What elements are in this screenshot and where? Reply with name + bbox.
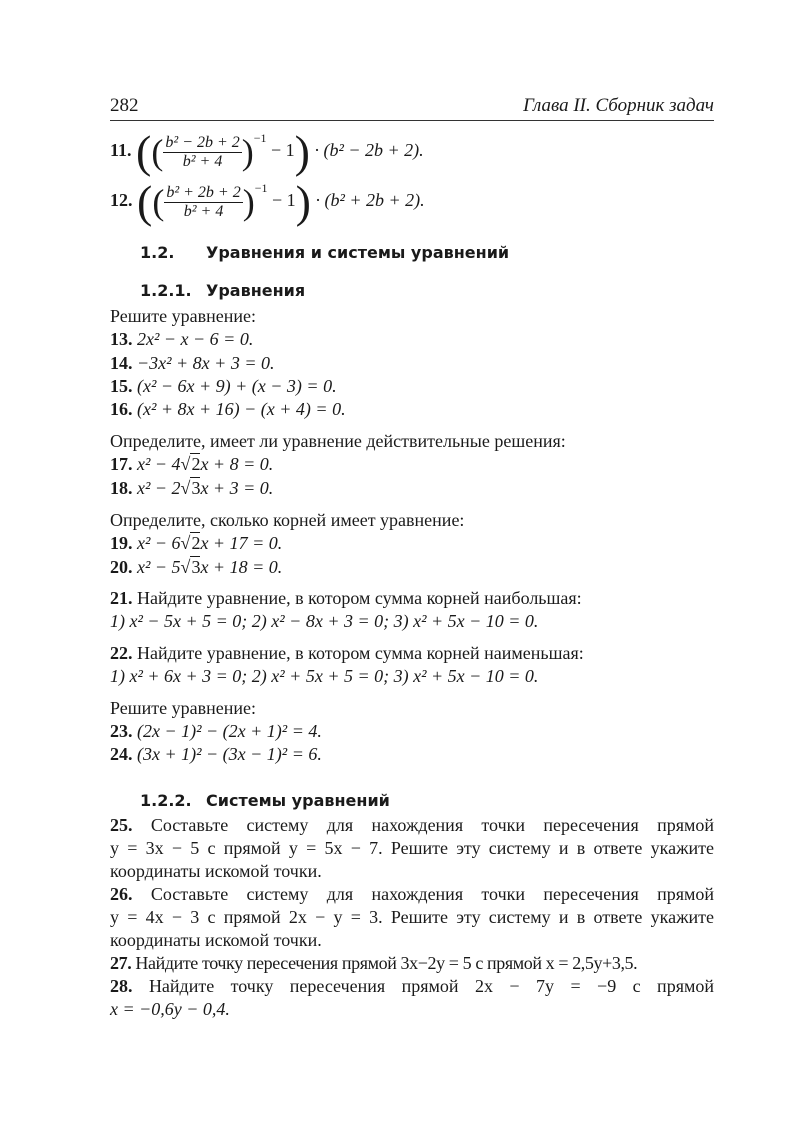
problem-26-line2: y = 4x − 3 с прямой 2x − y = 3. Решите эту систему и в ответе укажите xyxy=(110,907,714,927)
problem-number: 26. xyxy=(110,884,133,904)
problem-number: 20. xyxy=(110,557,133,577)
problem-25-line3: координаты искомой точки. xyxy=(110,861,322,881)
problem-number: 13. xyxy=(110,329,133,349)
fraction xyxy=(164,184,242,221)
instruction: Решите уравнение: xyxy=(110,698,256,718)
subsection-title: Системы уравнений xyxy=(206,791,390,810)
radicand: 3 xyxy=(191,478,201,498)
problem-text: Составьте систему для нахождения точки пересечения прямой xyxy=(150,815,715,835)
problem-19: 19. x² − 6√2x + 17 = 0. xyxy=(110,533,283,553)
problem-16 xyxy=(110,398,346,420)
radicand: 3 xyxy=(191,557,201,577)
section-title: Уравнения и системы уравнений xyxy=(206,243,510,262)
equation: x + 18 = 0. xyxy=(200,557,283,577)
equation: x + 8 = 0. xyxy=(200,454,274,474)
expr-part: · (b² + 2b + 2). xyxy=(315,190,425,211)
expr-part: · (b² − 2b + 2). xyxy=(314,140,424,161)
equation: (2x − 1)² − (2x + 1)² = 4. xyxy=(137,721,322,741)
problem-13 xyxy=(110,328,253,350)
problem-number: 28. xyxy=(110,976,133,996)
problem-number: 19. xyxy=(110,533,133,553)
problem-12: 12. (( $\frac{\text{b² + 2b + 2}}{\text{b² + 4}}$ )$^{-1}$ − 1) · (b² + 2b + 2). xyxy=(110,176,425,227)
expr-part: − 1 xyxy=(272,190,296,211)
equation: −3x² + 8x + 3 = 0. xyxy=(137,353,275,373)
problem-text: Найдите уравнение, в котором сумма корней наименьшая: xyxy=(137,643,584,663)
equation: (x² + 8x + 16) − (x + 4) = 0. xyxy=(137,399,346,419)
radicand: 2 xyxy=(191,533,201,553)
problem-18: 18. x² − 2√3x + 3 = 0. xyxy=(110,478,274,498)
page-header xyxy=(110,95,714,119)
problem-14 xyxy=(110,352,274,374)
equation: x² − 2 xyxy=(137,478,181,498)
denominator: b² + 4 xyxy=(182,152,223,170)
equation: (3x + 1)² − (3x − 1)² = 6. xyxy=(137,744,322,764)
problem-number: 15. xyxy=(110,376,133,396)
problem-28 xyxy=(110,975,714,997)
problem-text: Составьте систему для нахождения точки пересечения прямой xyxy=(150,884,715,904)
problem-text: Найдите точку пересечения прямой 3x−2y = 5 с прямой x = 2,5y+3,5. xyxy=(135,953,638,973)
problem-text: Найдите уравнение, в котором сумма корней наибольшая: xyxy=(137,588,582,608)
subsection-number: 1.2.2. xyxy=(140,791,192,810)
problem-26-line3: координаты искомой точки. xyxy=(110,930,322,950)
problem-21-options: 1) x² − 5x + 5 = 0; 2) x² − 8x + 3 = 0; 3) x² + 5x − 10 = 0. xyxy=(110,611,539,631)
problem-number: 25. xyxy=(110,815,133,835)
problem-22 xyxy=(110,642,584,664)
problem-number: 24. xyxy=(110,744,133,764)
problem-number: 18. xyxy=(110,478,133,498)
problem-28-line2: x = −0,6y − 0,4. xyxy=(110,999,230,1019)
denominator: b² + 4 xyxy=(183,202,224,220)
exponent: −1 xyxy=(253,131,267,146)
equation: x² − 4 xyxy=(137,454,181,474)
problem-26 xyxy=(110,883,714,905)
subsection-heading xyxy=(140,790,390,812)
equation: x² − 5 xyxy=(137,557,181,577)
problem-22-options: 1) x² + 6x + 3 = 0; 2) x² + 5x + 5 = 0; 3) x² + 5x − 10 = 0. xyxy=(110,666,539,686)
equation: x² − 6 xyxy=(137,533,181,553)
subsection-number: 1.2.1. xyxy=(140,281,192,300)
problem-27 xyxy=(110,952,637,974)
problem-number: 16. xyxy=(110,399,133,419)
numerator: b² − 2b + 2 xyxy=(165,133,240,151)
exponent: −1 xyxy=(254,181,268,196)
expr-part: − 1 xyxy=(271,140,295,161)
problem-number: 27. xyxy=(110,953,132,973)
instruction: Решите уравнение: xyxy=(110,306,256,326)
problem-20: 20. x² − 5√3x + 18 = 0. xyxy=(110,557,283,577)
problem-number: 11. xyxy=(110,140,132,161)
problem-11: 11. (( $\frac{\text{b² − 2b + 2}}{\text{b² + 4}}$ )$^{-1}$ − 1) · (b² − 2b + 2). xyxy=(110,126,424,177)
problem-21 xyxy=(110,587,582,609)
problem-23 xyxy=(110,720,322,742)
equation: 2x² − x − 6 = 0. xyxy=(137,329,254,349)
equation: x + 3 = 0. xyxy=(200,478,274,498)
equation: x + 17 = 0. xyxy=(200,533,283,553)
problem-number: 22. xyxy=(110,643,133,663)
problem-text: Найдите точку пересечения прямой 2x − 7y = −9 с прямой xyxy=(148,976,714,996)
subsection-title: Уравнения xyxy=(206,281,306,300)
section-number: 1.2. xyxy=(140,243,175,262)
radicand: 2 xyxy=(191,454,201,474)
problem-25 xyxy=(110,814,714,836)
header-rule xyxy=(110,120,714,121)
problem-number: 23. xyxy=(110,721,133,741)
problem-24 xyxy=(110,743,322,765)
instruction: Определите, имеет ли уравнение действительные решения: xyxy=(110,431,566,451)
page-number: 282 xyxy=(110,95,139,116)
problem-number: 14. xyxy=(110,353,133,373)
subsection-heading xyxy=(140,280,305,302)
problem-number: 17. xyxy=(110,454,133,474)
problem-number: 21. xyxy=(110,588,133,608)
instruction: Определите, сколько корней имеет уравнение: xyxy=(110,510,465,530)
equation: (x² − 6x + 9) + (x − 3) = 0. xyxy=(137,376,337,396)
problem-25-line2: y = 3x − 5 с прямой y = 5x − 7. Решите эту систему и в ответе укажите xyxy=(110,838,714,858)
numerator: b² + 2b + 2 xyxy=(166,183,241,201)
problem-number: 12. xyxy=(110,190,133,211)
fraction xyxy=(163,134,241,171)
problem-17: 17. x² − 4√2x + 8 = 0. xyxy=(110,454,274,474)
chapter-title: Глава II. Сборник задач xyxy=(523,95,714,116)
section-heading xyxy=(140,242,509,264)
problem-15 xyxy=(110,375,337,397)
